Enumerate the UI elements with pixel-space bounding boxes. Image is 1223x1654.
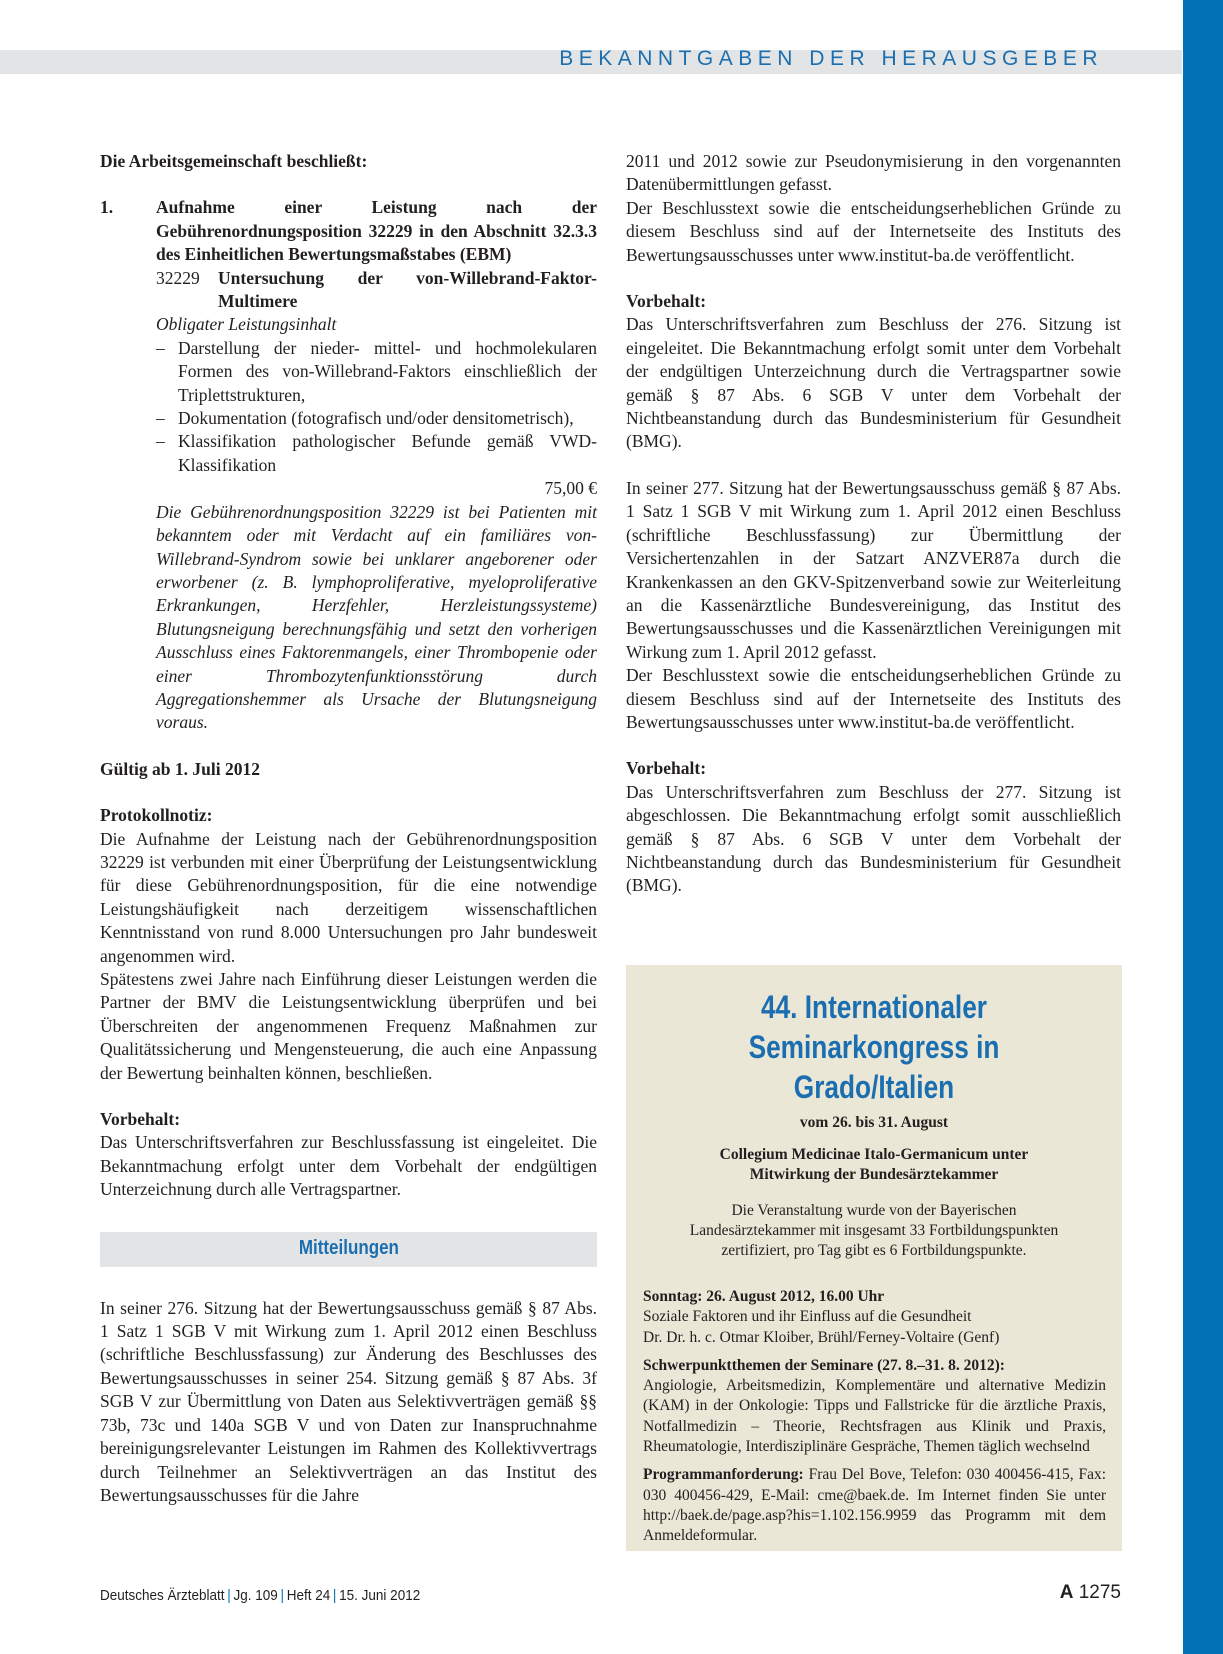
program-heading: Programmanforderung: [643, 1466, 804, 1484]
box-organizer-line: Collegium Medicinae Italo-Germanicum unter [719, 1146, 1029, 1163]
mitteilung-paragraph: In seiner 276. Sitzung hat der Bewertungsausschuss gemäß § 87 Abs. 1 Satz 1 SGB V mit Wirkung zum 1. April 2012 einen Beschluss (schriftliche Beschlussfassung) zur Änderung des Beschlusses des Bewertungsausschusses in seiner 254. Sitzung gemäß § 87 Abs. 3f SGB V zur Übermittlung von Daten aus Selektivverträgen gemäß §§ 73b, 73c und 140a SGB V und von Daten zur Inanspruchnahme bereinigungsrelevanter Leistungen im Rahmen des Kollektivvertrags durch Teilnehmer an Selektivverträgen an das Institut des Bewertungsausschusses für die Jahre [100, 1297, 597, 1505]
box-topics [626, 1356, 1122, 1457]
dash-text: Dokumentation (fotografisch und/oder densitometrisch), [178, 408, 574, 429]
paragraph: Der Beschlusstext sowie die entscheidungserheblichen Gründe zu diesem Beschluss sind auf der Internetseite des Instituts des Bewertungsausschusses unter www.institut-ba.de veröffentlicht. [626, 197, 1121, 265]
box-title [671, 987, 1078, 1107]
dash-item: – Darstellung der nieder- mittel- und hochmolekularen Formen des von-Willebrand-Faktors einschließlich der Triplettstrukturen, [156, 337, 597, 407]
box-organizer [626, 1145, 1122, 1185]
protokoll-paragraph: Die Aufnahme der Leistung nach der Gebührenordnungsposition 32229 ist verbunden mit einer Überprüfung der Leistungsentwicklung für diese Gebührenordnungsposition, für die eine notwendige Leistungshäufigkeit nach derzeitigem wissenschaftlichen Kenntnisstand von rund 8.000 Untersuchungen pro Jahr bundesweit angenommen wird. [100, 828, 597, 966]
paragraph: 2011 und 2012 sowie zur Pseudonymisierung in den vorgenannten Datenübermittlungen gefasst. [626, 151, 1121, 195]
valid-from: Gültig ab 1. Juli 2012 [100, 758, 260, 779]
right-column [626, 150, 1121, 898]
sunday-line: Dr. Dr. h. c. Otmar Kloiber, Brühl/Ferney-Voltaire (Genf) [643, 1328, 1000, 1346]
journal-issue: Heft 24 [286, 1587, 331, 1604]
box-title-line: Seminarkongress in Grado/Italien [748, 1029, 1000, 1105]
side-color-band [1183, 0, 1223, 1654]
vorbehalt-text: Das Unterschriftsverfahren zur Beschlussfassung ist eingeleitet. Die Bekanntmachung erfolgt unter dem Vorbehalt der endgültigen Unterzeichnung durch alle Vertragspartner. [100, 1132, 597, 1200]
page-prefix: A [1059, 1582, 1074, 1603]
paragraph: In seiner 277. Sitzung hat der Bewertungsausschuss gemäß § 87 Abs. 1 Satz 1 SGB V mit Wirkung zum 1. April 2012 einen Beschluss (schriftliche Beschlussfassung) zur Übermittlung der Versichertenzahlen in der Satzart ANZVER87a durch die Krankenkassen an den GKV-Spitzenverband sowie zur Weiterleitung an die Kassenärztliche Bundesvereinigung, das Institut des Bewertungsausschusses und die Kassenärztlichen Vereinigungen mit Wirkung zum 1. April 2012 gefasst. [626, 477, 1121, 662]
box-dates: vom 26. bis 31. August [799, 1114, 949, 1131]
dash-text: Klassifikation pathologischer Befunde gemäß VWD-Klassifikation [178, 431, 597, 475]
intro-line: Die Arbeitsgemeinschaft beschließt: [100, 151, 368, 171]
section-header-title: BEKANNTGABEN DER HERAUSGEBER [559, 47, 1103, 70]
code-title-continued: Multimere [218, 291, 298, 312]
box-program [626, 1465, 1122, 1546]
sunday-heading: Sonntag: 26. August 2012, 16.00 Uhr [643, 1288, 885, 1305]
box-organizer-line: Mitwirkung der Bundesärztekammer [749, 1166, 999, 1183]
dash-item: – Klassifikation pathologischer Befunde gemäß VWD-Klassifikation [156, 430, 597, 477]
code-title: Untersuchung der von-Willebrand-Faktor- [218, 267, 597, 288]
item-note: Die Gebührenordnungsposition 32229 ist bei Patienten mit bekanntem oder mit Verdacht auf ein familiäres von-Willebrand-Syndrom sowie bei unklarer angeborener oder erworbener (z. B. lymphoproliferative, myeloproliferative Erkrankungen, Herzfehler, Herzleistungssysteme) Blutungsneigung berechnungsfähig und setzt den vorherigen Ausschluss eines Faktorenmangels, einer Thrombopenie oder einer Thrombozytenfunktionsstörung durch Aggregationshemmer als Ursache der Blutungsneigung voraus. [156, 501, 597, 733]
dash-item: – Dokumentation (fotografisch und/oder densitometrisch), [156, 407, 597, 430]
announcement-box [626, 965, 1122, 1551]
program-text: Frau Del Bove, Telefon: 030 400456-415, Fax: 030 400456-429, E-Mail: cme@baek.de. Im Internet finden Sie unter http://baek.de/page.asp?his=1.102.156.9959 das Programm mit dem Anmeldeformular. [643, 1466, 1107, 1545]
box-title-line: 44. Internationaler [760, 989, 988, 1025]
paragraph: Der Beschlusstext sowie die entscheidungserheblichen Gründe zu diesem Beschluss sind auf der Internetseite des Instituts des Bewertungsausschusses unter www.institut-ba.de veröffentlicht. [626, 665, 1121, 732]
sunday-line: Soziale Faktoren und ihr Einfluss auf die Gesundheit [643, 1308, 972, 1326]
vorbehalt-heading: Vorbehalt: [100, 1109, 181, 1130]
footer-citation: Deutsches Ärzteblatt | Jg. 109 | Heft 24 | 15. Juni 2012 [100, 1587, 421, 1604]
topics-heading: Schwerpunktthemen der Seminare (27. 8.–31. 8. 2012): [643, 1356, 1005, 1374]
price: 75,00 € [544, 478, 597, 499]
program-paragraph [643, 1465, 1106, 1546]
section-bar-mitteilungen [100, 1232, 597, 1267]
box-certification: Die Veranstaltung wurde von der Bayerischen Landesärztekammer mit insgesamt 33 Fortbildungspunkten zertifiziert, pro Tag gibt es 6 Fortbildungspunkte. [689, 1202, 1059, 1259]
journal-volume: Jg. 109 [233, 1587, 278, 1604]
decision-item [100, 196, 597, 734]
box-sunday [626, 1287, 1122, 1348]
journal-date: 15. Juni 2012 [339, 1587, 421, 1604]
left-column [100, 150, 597, 1507]
page-number-value: 1275 [1078, 1582, 1121, 1603]
protokoll-paragraph: Spätestens zwei Jahre nach Einführung dieser Leistungen werden die Partner der BMV die Leistungsentwicklung überprüfen und bei Überschreiten der angenommenen Frequenz Maßnahmen zur Qualitätssicherung und Mengensteuerung, die auch eine Anpassung der Bewertung beinhalten können, beschließen. [100, 969, 597, 1083]
vorbehalt-heading: Vorbehalt: [626, 758, 707, 779]
vorbehalt-text: Das Unterschriftsverfahren zum Beschluss der 277. Sitzung ist abgeschlossen. Die Bekanntmachung erfolgt somit ausschließlich gemäß § 87 Abs. 6 SGB V unter dem Vorbehalt der Nichtbeanstandung durch das Bundesministerium für Gesundheit (BMG). [626, 781, 1121, 896]
protokoll-heading: Protokollnotiz: [100, 805, 213, 826]
vorbehalt-heading: Vorbehalt: [626, 291, 707, 312]
page-number [1060, 1582, 1121, 1604]
item-body [156, 196, 597, 734]
vorbehalt-text: Das Unterschriftsverfahren zum Beschluss der 276. Sitzung ist eingeleitet. Die Bekanntmachung erfolgt somit unter dem Vorbehalt der endgültigen Unterzeichnung durch die Vertragspartner sowie gemäß § 87 Abs. 6 SGB V unter dem Vorbehalt der Nichtbeanstandung durch das Bundesministerium für Gesundheit (BMG). [626, 314, 1121, 452]
item-title: Aufnahme einer Leistung nach der Gebührenordnungsposition 32229 in den Abschnitt 32.3.3 des Einheitlichen Bewertungsmaßstabes (EBM) [156, 197, 597, 265]
topics-text: Angiologie, Arbeitsmedizin, Komplementäre und alternative Medizin (KAM) in der Onkologie: Tipps und Fallstricke für die ärztliche Praxis, Notfallmedizin – Theorie, Rechtsfragen aus Klinik und Praxis, Rheumatologie, Interdisziplinäre Gespräche, Themen täglich wechselnd [643, 1377, 1106, 1456]
section-title: Mitteilungen [298, 1237, 399, 1260]
code-number: 32229 [156, 267, 200, 288]
journal-name: Deutsches Ärzteblatt [100, 1587, 225, 1604]
dash-text: Darstellung der nieder- mittel- und hochmolekularen Formen des von-Willebrand-Faktors einschließlich der Triplettstrukturen, [178, 337, 597, 405]
obligat-label: Obligater Leistungsinhalt [156, 314, 337, 335]
code-row [156, 267, 597, 290]
item-number: 1. [100, 197, 114, 218]
